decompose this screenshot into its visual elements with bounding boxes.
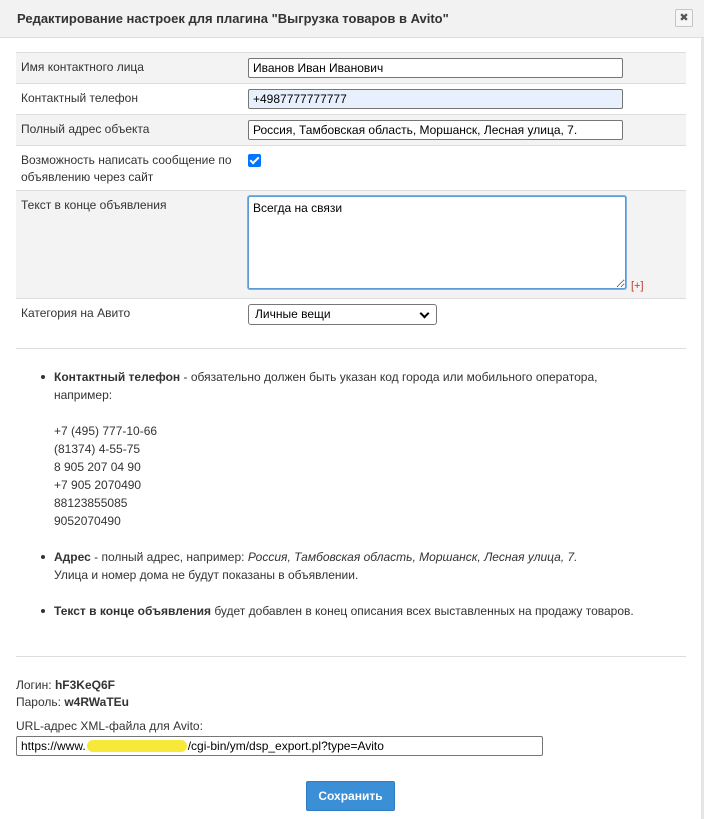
dialog-titlebar bbox=[0, 0, 704, 38]
phone-examples bbox=[54, 422, 654, 530]
note-address-text: - полный адрес, например: bbox=[90, 550, 248, 564]
allow-messages-checkbox[interactable] bbox=[248, 154, 261, 167]
row-contact-phone bbox=[16, 84, 686, 115]
ad-footer-textarea[interactable] bbox=[248, 196, 626, 289]
password-label: Пароль: bbox=[16, 695, 65, 709]
dialog-title: Редактирование настроек для плагина "Выгрузка товаров в Avito" bbox=[17, 11, 449, 26]
allow-messages-label: Возможность написать сообщение по объявлению через сайт bbox=[21, 153, 232, 184]
phone-example: +7 905 2070490 bbox=[54, 478, 142, 492]
login-value: hF3KeQ6F bbox=[54, 678, 115, 692]
chevron-down-icon bbox=[420, 309, 430, 319]
password-value: w4RWaTEu bbox=[64, 695, 129, 709]
note-phone-text: - обязательно должен быть указан код города или мобильного оператора, например: bbox=[54, 370, 598, 402]
category-select[interactable] bbox=[248, 304, 437, 325]
xml-url-suffix: /cgi-bin/ym/dsp_export.pl?type=Avito bbox=[187, 739, 384, 753]
row-allow-messages bbox=[16, 146, 686, 191]
xml-url-prefix: https://www. bbox=[21, 739, 86, 753]
note-footer-title: Текст в конце объявления bbox=[54, 604, 211, 618]
login-line bbox=[16, 677, 129, 694]
category-label: Категория на Авито bbox=[21, 306, 131, 320]
divider bbox=[16, 348, 686, 349]
row-contact-name bbox=[16, 53, 686, 84]
note-address bbox=[54, 548, 654, 584]
divider bbox=[16, 656, 686, 657]
contact-phone-label: Контактный телефон bbox=[21, 91, 138, 105]
row-category bbox=[16, 299, 686, 331]
phone-example: 88123855085 bbox=[54, 496, 128, 510]
address-label: Полный адрес объекта bbox=[21, 122, 150, 136]
phone-example: 8 905 207 04 90 bbox=[54, 460, 141, 474]
phone-example: (81374) 4-55-75 bbox=[54, 442, 141, 456]
category-selected-value: Личные вещи bbox=[255, 307, 331, 321]
row-ad-footer bbox=[16, 191, 686, 299]
xml-url-label: URL-адрес XML-файла для Avito: bbox=[16, 719, 203, 733]
row-address bbox=[16, 115, 686, 146]
note-footer bbox=[54, 602, 654, 620]
password-line bbox=[16, 694, 129, 711]
note-address-text2: Улица и номер дома не будут показаны в объявлении. bbox=[54, 568, 359, 582]
credentials bbox=[16, 677, 129, 711]
phone-example: +7 (495) 777-10-66 bbox=[54, 424, 158, 438]
save-button[interactable]: Сохранить bbox=[306, 781, 395, 811]
expand-textarea-link[interactable]: [+] bbox=[631, 280, 644, 292]
note-address-title: Адрес bbox=[54, 550, 91, 564]
xml-url-input[interactable] bbox=[16, 736, 543, 756]
note-phone bbox=[54, 368, 654, 530]
note-footer-text: будет добавлен в конец описания всех выставленных на продажу товаров. bbox=[210, 604, 634, 618]
login-label: Логин: bbox=[16, 678, 55, 692]
redaction-mark bbox=[87, 740, 187, 752]
address-input[interactable] bbox=[248, 120, 623, 140]
note-address-example: Россия, Тамбовская область, Моршанск, Лесная улица, 7. bbox=[247, 550, 578, 564]
contact-name-label: Имя контактного лица bbox=[21, 60, 144, 74]
close-icon[interactable]: ✖ bbox=[675, 9, 693, 27]
settings-form bbox=[16, 52, 686, 331]
note-phone-title: Контактный телефон bbox=[54, 370, 181, 384]
ad-footer-label: Текст в конце объявления bbox=[21, 198, 167, 212]
help-notes bbox=[54, 368, 654, 638]
phone-example: 9052070490 bbox=[54, 514, 121, 528]
contact-name-input[interactable] bbox=[248, 58, 623, 78]
contact-phone-input[interactable] bbox=[248, 89, 623, 109]
